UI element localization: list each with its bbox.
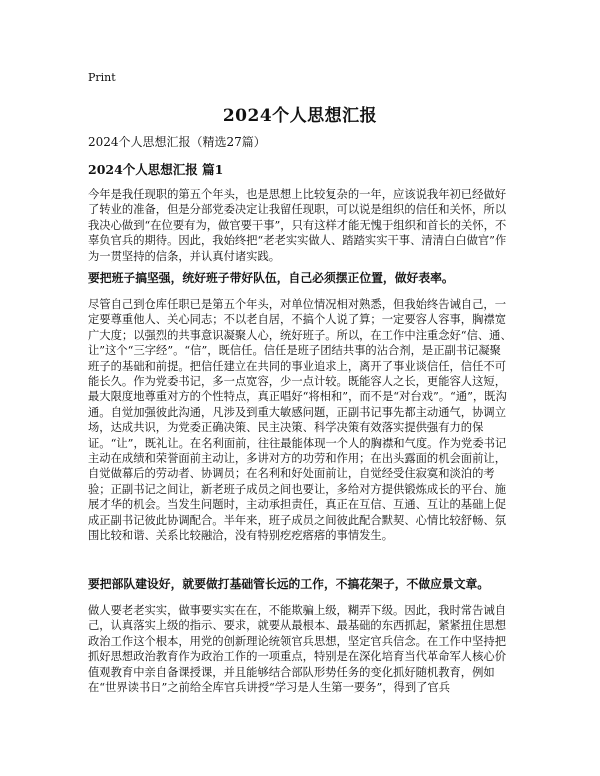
paragraph-3 (88, 603, 512, 695)
paragraph-3-text: 做人要老老实实，做事要实实在在，不能欺骗上级，糊弄下级。因此，我时常告诫自己，认真落实上级的指示、要求，就要从最根本、最基础的东西抓起，紧紧扭住思想政治工作这个根本，用党的创新理论统领官兵思想，坚定官兵信念。在工作中坚持把抓好思想政治教育作为政治工作的一项重点，特别是在深化培育当代革命军人核心价值观教育中亲自备课授课，并且能够结合部队形势任务的变化抓好随机教育，例如在“世界读书日”之前给全库官兵讲授“学习是人生第一要务”，得到了官兵 (88, 604, 506, 695)
section-heading: 2024个人思想汇报 篇1 (88, 162, 224, 177)
bold-heading-1: 要把班子搞坚强，统好班子带好队伍，自己必须摆正位置，做好表率。 (88, 271, 454, 285)
document-subtitle: 2024个人思想汇报（精选27篇） (88, 135, 266, 149)
print-label[interactable]: Print (88, 71, 116, 84)
paragraph-2-text: 尽管自己到仓库任职已是第五个年头，对单位情况相对熟悉，但我始终告诫自己，一定要尊重他人、关心同志；不以老自居，不搞个人说了算；一定要容人容事，胸襟宽广大度；以强烈的共事意识凝聚人心，统好班子。所以，在工作中注重念好“信、通、让”这个“三字经”。“信”，既信任。信任是班子团结共事的沾合剂，是正副书记凝聚班子的基础和前提。把信任建立在共同的事业追求上，离开了事业谈信任，信任不可能长久。作为党委书记，多一点宽容，少一点计较。既能容人之长，更能容人这短，最大限度地尊重对方的个性特点，真正唱好“将相和”，而不是“对台戏”。“通”，既沟通。自觉加强彼此沟通，凡涉及到重大敏感问题，正副书记事先都主动通气，协调立场，达成共识，为党委正确决策、民主决策、科学决策有效落实提供强有力的保证。“让”，既礼让。在名利面前，往往最能体现一个人的胸襟和气度。作为党委书记主动在成绩和荣誉面前主动让，多讲对方的功劳和作用；在出头露面的机会面前让，自觉做幕后的劳动者、协调员；在名利和好处面前让，自觉经受住寂寞和淡泊的考验；正副书记之间让，新老班子成员之间也要让，多给对方提供锻炼成长的平台、施展才华的机会。当发生问题时，主动承担责任，真正在互信、互通、互让的基础上促成正副书记彼此协调配合。半年来，班子成员之间彼此配合默契、心情比较舒畅、氛围比较和谐、关系比较融洽，没有特别疙疙瘩瘩的事情发生。 (88, 298, 512, 543)
paragraph-1 (88, 187, 512, 264)
document-title: 2024个人思想汇报 (222, 106, 378, 126)
paragraph-1-text: 今年是我任现职的第五个年头，也是思想上比较复杂的一年，应该说我年初已经做好了转业的准备，但是分部党委决定让我留任现职，可以说是组织的信任和关怀，所以我决心做到“在位要有为，做官要干事”，只有这样才能无愧于组织和首长的关怀，不辜负官兵的期待。因此，我始终把“老老实实做人、踏踏实实干事、清清白白做官”作为一贯坚持的信条，并认真付诸实践。 (88, 188, 507, 263)
paragraph-2 (88, 297, 512, 544)
bold-heading-2: 要把部队建设好，就要做打基础管长远的工作，不搞花架子，不做应景文章。 (88, 577, 490, 591)
